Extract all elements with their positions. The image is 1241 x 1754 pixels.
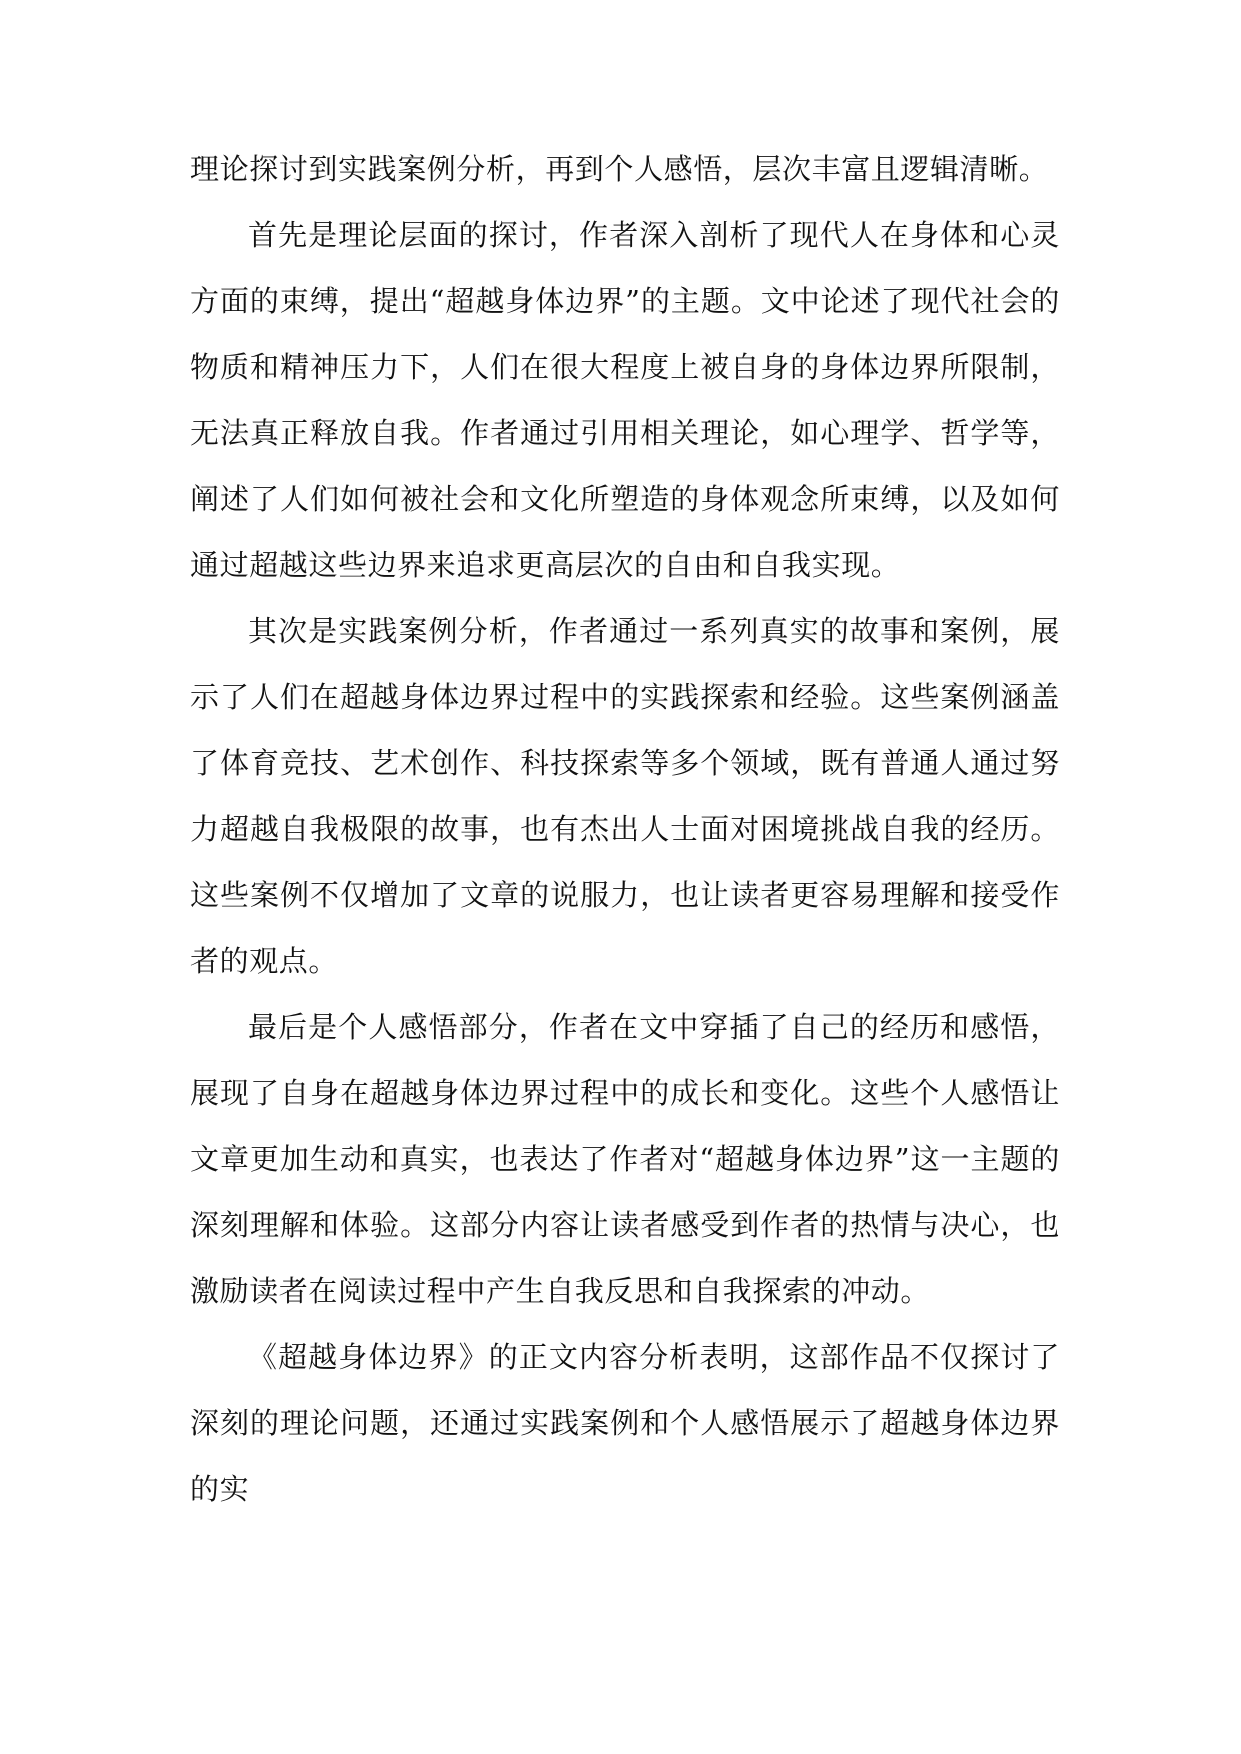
paragraph-cases: 其次是实践案例分析，作者通过一系列真实的故事和案例，展示了人们在超越身体边界过程中的实践探索和经验。这些案例涵盖了体育竞技、艺术创作、科技探索等多个领域，既有普通人通过努力超越自我极限的故事，也有杰出人士面对困境挑战自我的经历。这些案例不仅增加了文章的说服力，也让读者更容易理解和接受作者的观点。: [190, 614, 1060, 978]
paragraph-reflection: 最后是个人感悟部分，作者在文中穿插了自己的经历和感悟，展现了自身在超越身体边界过程中的成长和变化。这些个人感悟让文章更加生动和真实，也表达了作者对“超越身体边界”这一主题的深刻理解和体验。这部分内容让读者感受到作者的热情与决心，也激励读者在阅读过程中产生自我反思和自我探索的冲动。: [190, 1010, 1060, 1308]
body-text: [190, 136, 1060, 1522]
paragraph-theory: 首先是理论层面的探讨，作者深入剖析了现代人在身体和心灵方面的束缚，提出“超越身体边界”的主题。文中论述了现代社会的物质和精神压力下，人们在很大程度上被自身的身体边界所限制，无法真正释放自我。作者通过引用相关理论，如心理学、哲学等，阐述了人们如何被社会和文化所塑造的身体观念所束缚，以及如何通过超越这些边界来追求更高层次的自由和自我实现。: [190, 218, 1060, 582]
paragraph-summary: 《超越身体边界》的正文内容分析表明，这部作品不仅探讨了深刻的理论问题，还通过实践案例和个人感悟展示了超越身体边界的实: [190, 1340, 1060, 1506]
paragraph-continuation: 理论探讨到实践案例分析，再到个人感悟，层次丰富且逻辑清晰。: [190, 152, 1049, 186]
